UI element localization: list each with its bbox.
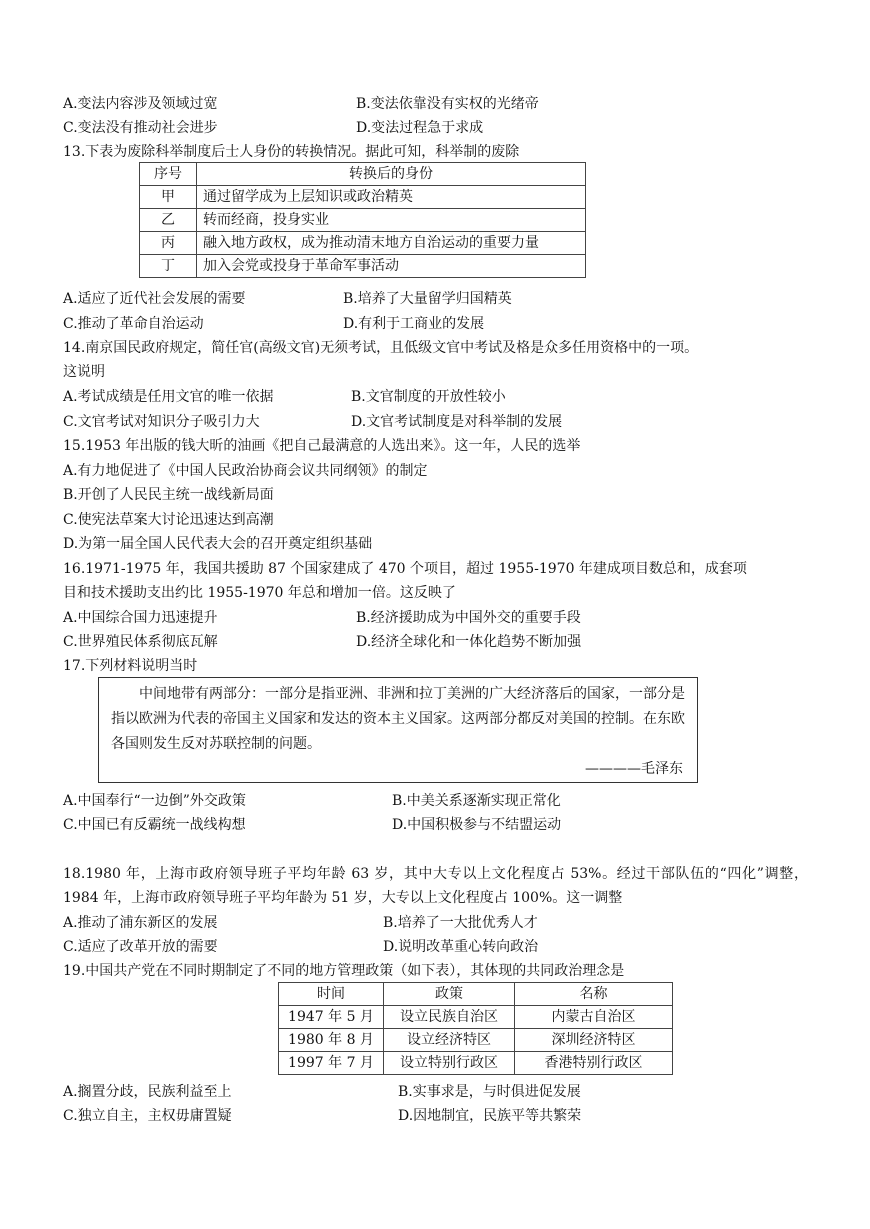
table-cell: 1980 年 8 月 [279, 1029, 384, 1052]
table-row [140, 232, 586, 255]
q15-option-d: D.为第一届全国人民代表大会的召开奠定组织基础 [63, 536, 373, 552]
table-row [140, 186, 586, 209]
table-cell: 内蒙古自治区 [515, 1006, 673, 1029]
q15-stem: 15.1953 年出版的钱大昕的油画《把自己最满意的人选出来》。这一年，人民的选举 [63, 438, 581, 454]
table-cell: 深圳经济特区 [515, 1029, 673, 1052]
q18-option-b: B.培养了一大批优秀人才 [383, 915, 538, 931]
q15-option-b: B.开创了人民民主统一战线新局面 [63, 487, 274, 503]
q13-table [139, 162, 586, 278]
table-header-cell: 时间 [279, 983, 384, 1006]
q17-quote-box [98, 677, 698, 783]
q19-option-b: B.实事求是，与时俱进促发展 [398, 1084, 581, 1100]
table-row [140, 209, 586, 232]
table-cell: 设立民族自治区 [384, 1006, 515, 1029]
q12-option-c: C.变法没有推动社会进步 [63, 120, 218, 136]
q17-quote-text: 中间地带有两部分：一部分是指亚洲、非洲和拉丁美洲的广大经济落后的国家，一部分是指以欧洲为代表的帝国主义国家和发达的资本主义国家。这两部分都反对美国的控制。在东欧各国则发生反对苏联控制的问题。 [111, 686, 685, 752]
table-cell: 设立经济特区 [384, 1029, 515, 1052]
q19-option-d: D.因地制宜，民族平等共繁荣 [398, 1108, 582, 1124]
table-row [279, 1052, 673, 1075]
table-cell: 融入地方政权，成为推动清末地方自治运动的重要力量 [197, 232, 586, 255]
q14-option-b: B.文官制度的开放性较小 [351, 389, 506, 405]
q18-stem: 18.1980 年，上海市政府领导班子平均年龄 63 岁，其中大专以上文化程度占 53%。经过干部队伍的“四化”调整，1984 年，上海市政府领导班子平均年龄为 51 岁，大专以上文化程度占 100%。这一调整 [63, 866, 808, 906]
q17-option-b: B.中美关系逐渐实现正常化 [392, 793, 561, 809]
q13-stem: 13.下表为废除科举制度后士人身份的转换情况。据此可知，科举制的废除 [63, 144, 520, 160]
q19-option-a: A.搁置分歧，民族利益至上 [63, 1084, 232, 1100]
table-row [140, 255, 586, 278]
q13-option-b: B.培养了大量留学归国精英 [343, 291, 512, 307]
table-cell: 乙 [140, 209, 197, 232]
table-header-cell: 转换后的身份 [197, 163, 586, 186]
q12-option-b: B.变法依靠没有实权的光绪帝 [356, 96, 539, 112]
q19-option-c: C.独立自主，主权毋庸置疑 [63, 1108, 232, 1124]
q18-option-c: C.适应了改革开放的需要 [63, 939, 218, 955]
q15-option-a: A.有力地促进了《中国人民政治协商会议共同纲领》的制定 [63, 463, 428, 479]
q14-option-c: C.文官考试对知识分子吸引力大 [63, 414, 260, 430]
table-header-row [140, 163, 586, 186]
q13-option-c: C.推动了革命自治运动 [63, 316, 204, 332]
q13-option-a: A.适应了近代社会发展的需要 [63, 291, 246, 307]
table-cell: 丁 [140, 255, 197, 278]
q16-option-d: D.经济全球化和一体化趋势不断加强 [356, 634, 582, 650]
q17-option-d: D.中国积极参与不结盟运动 [392, 817, 562, 833]
table-cell: 通过留学成为上层知识或政治精英 [197, 186, 586, 209]
q16-stem-cont: 目和技术援助支出约比 1955-1970 年总和增加一倍。这反映了 [63, 585, 456, 601]
table-row [279, 1029, 673, 1052]
q14-stem-cont: 这说明 [63, 364, 105, 380]
q18-option-a: A.推动了浦东新区的发展 [63, 915, 218, 931]
q18-option-d: D.说明改革重心转向政治 [383, 939, 539, 955]
table-cell: 丙 [140, 232, 197, 255]
q16-option-a: A.中国综合国力迅速提升 [63, 610, 218, 626]
q14-option-d: D.文官考试制度是对科举制的发展 [351, 414, 563, 430]
q19-table [278, 982, 673, 1075]
table-row [279, 1006, 673, 1029]
table-cell: 1947 年 5 月 [279, 1006, 384, 1029]
table-cell: 甲 [140, 186, 197, 209]
q14-stem: 14.南京国民政府规定，简任官(高级文官)无须考试，且低级文官中考试及格是众多任用资格中的一项。 [63, 340, 699, 356]
q17-stem: 17.下列材料说明当时 [63, 658, 198, 674]
q17-option-c: C.中国已有反霸统一战线构想 [63, 817, 246, 833]
table-cell: 设立特别行政区 [384, 1052, 515, 1075]
q12-option-a: A.变法内容涉及领域过宽 [63, 96, 218, 112]
q14-option-a: A.考试成绩是任用文官的唯一依据 [63, 389, 274, 405]
q19-stem: 19.中国共产党在不同时期制定了不同的地方管理政策（如下表），其体现的共同政治理念是 [63, 963, 625, 979]
q16-stem: 16.1971-1975 年，我国共援助 87 个国家建成了 470 个项目，超过 1955-1970 年建成项目数总和，成套项 [63, 561, 747, 577]
q13-option-d: D.有利于工商业的发展 [343, 316, 485, 332]
q16-option-c: C.世界殖民体系彻底瓦解 [63, 634, 218, 650]
q17-option-a: A.中国奉行“一边倒”外交政策 [63, 793, 246, 809]
table-header-row [279, 983, 673, 1006]
q16-option-b: B.经济援助成为中国外交的重要手段 [356, 610, 581, 626]
q15-option-c: C.使宪法草案大讨论迅速达到高潮 [63, 512, 274, 528]
table-header-cell: 政策 [384, 983, 515, 1006]
table-cell: 香港特别行政区 [515, 1052, 673, 1075]
table-header-cell: 序号 [140, 163, 197, 186]
table-cell: 加入会党或投身于革命军事活动 [197, 255, 586, 278]
q17-quote-source: ————毛泽东 [585, 761, 683, 777]
table-cell: 转而经商，投身实业 [197, 209, 586, 232]
table-header-cell: 名称 [515, 983, 673, 1006]
table-cell: 1997 年 7 月 [279, 1052, 384, 1075]
q12-option-d: D.变法过程急于求成 [356, 120, 484, 136]
